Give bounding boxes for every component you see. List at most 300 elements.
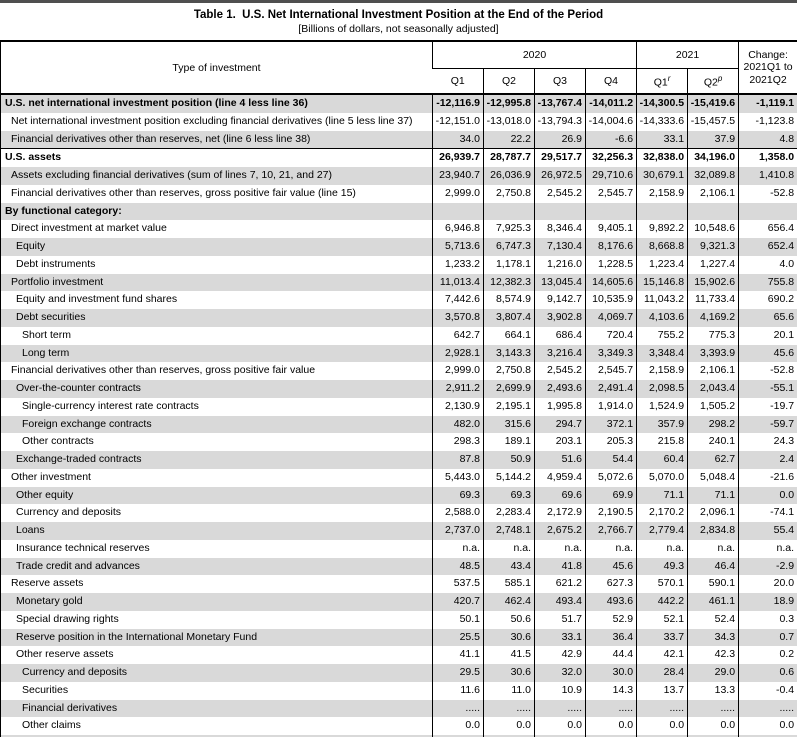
cell-2020-q3: 3,902.8 xyxy=(535,309,586,327)
table-row xyxy=(1,238,797,256)
cell-2020-q3: 294.7 xyxy=(535,416,586,434)
table-row xyxy=(1,291,797,309)
cell-2020-q4: 205.3 xyxy=(586,433,637,451)
cell-2021-q1: -14,333.6 xyxy=(637,113,688,131)
cell-2021-q2: 5,048.4 xyxy=(688,469,739,487)
top-edge-strip xyxy=(0,0,797,3)
cell-2020-q2: 43.4 xyxy=(484,558,535,576)
cell-2021-q1: 13.7 xyxy=(637,682,688,700)
table-row xyxy=(1,149,797,167)
cell-change: 0.3 xyxy=(739,611,797,629)
table-row xyxy=(1,646,797,664)
row-label: Other investment xyxy=(11,470,91,483)
cell-2021-q1: 0.0 xyxy=(637,717,688,735)
table-row xyxy=(1,185,797,203)
cell-2021-q2: 46.4 xyxy=(688,558,739,576)
cell-2020-q2: 2,748.1 xyxy=(484,522,535,540)
header-type-of-investment: Type of investment xyxy=(1,41,433,94)
cell-2020-q1: 420.7 xyxy=(433,593,484,611)
cell-change: -1,119.1 xyxy=(739,94,797,113)
row-label: U.S. assets xyxy=(1,149,433,167)
cell-2020-q1 xyxy=(433,203,484,221)
cell-2020-q2 xyxy=(484,203,535,221)
cell-2020-q4: 372.1 xyxy=(586,416,637,434)
cell-2020-q2: 664.1 xyxy=(484,327,535,345)
cell-2020-q3: 69.6 xyxy=(535,487,586,505)
cell-change: -2.9 xyxy=(739,558,797,576)
cell-2021-q2: 775.3 xyxy=(688,327,739,345)
row-label: Net international investment position excluding financial derivatives (line 5 less line 37) xyxy=(11,114,413,127)
cell-change: 1,410.8 xyxy=(739,167,797,185)
row-label: Financial derivatives xyxy=(1,700,433,718)
table-row xyxy=(1,167,797,185)
cell-2020-q3: 1,216.0 xyxy=(535,256,586,274)
cell-2020-q2: 2,195.1 xyxy=(484,398,535,416)
cell-2020-q4: 52.9 xyxy=(586,611,637,629)
row-label: Other claims xyxy=(22,719,81,732)
table-row xyxy=(1,416,797,434)
cell-2020-q3: 26,972.5 xyxy=(535,167,586,185)
cell-2021-q1: 8,668.8 xyxy=(637,238,688,256)
cell-2020-q1: ..... xyxy=(433,700,484,718)
cell-2020-q1: 2,588.0 xyxy=(433,504,484,522)
table-row xyxy=(1,113,797,131)
cell-2020-q1: 537.5 xyxy=(433,575,484,593)
cell-2020-q1: 1,233.2 xyxy=(433,256,484,274)
cell-2021-q2: 590.1 xyxy=(688,575,739,593)
cell-2021-q2: 71.1 xyxy=(688,487,739,505)
cell-2020-q1: 50.1 xyxy=(433,611,484,629)
cell-2021-q1: 15,146.8 xyxy=(637,274,688,292)
row-label: Loans xyxy=(1,522,433,540)
row-label: Reserve position in the International Monetary Fund xyxy=(1,629,433,647)
cell-2020-q4: 69.9 xyxy=(586,487,637,505)
cell-2020-q1: -12,151.0 xyxy=(433,113,484,131)
table-row xyxy=(1,700,797,718)
cell-2020-q2: 585.1 xyxy=(484,575,535,593)
table-title: Table 1. U.S. Net International Investment Position at the End of the Period xyxy=(193,9,604,21)
cell-2020-q2: 30.6 xyxy=(484,629,535,647)
cell-2020-q2: 3,807.4 xyxy=(484,309,535,327)
cell-2020-q2: 11.0 xyxy=(484,682,535,700)
row-label: Exchange-traded contracts xyxy=(1,451,433,469)
cell-2021-q1: 52.1 xyxy=(637,611,688,629)
cell-2020-q1: 25.5 xyxy=(433,629,484,647)
cell-2020-q3: 8,346.4 xyxy=(535,220,586,238)
cell-2021-q2: 2,834.8 xyxy=(688,522,739,540)
cell-2020-q3: 2,172.9 xyxy=(535,504,586,522)
cell-2020-q4: -14,011.2 xyxy=(586,94,637,113)
cell-2020-q3: 1,995.8 xyxy=(535,398,586,416)
cell-2020-q3: 32.0 xyxy=(535,664,586,682)
header-2020-q1: Q1 xyxy=(433,68,484,94)
cell-change: 0.7 xyxy=(739,629,797,647)
table-row xyxy=(1,717,797,735)
cell-2020-q4: 1,914.0 xyxy=(586,398,637,416)
table-row xyxy=(1,131,797,149)
cell-2021-q2: 1,227.4 xyxy=(688,256,739,274)
cell-2020-q4: ..... xyxy=(586,700,637,718)
row-label: Financial derivatives other than reserves, gross positive fair value xyxy=(11,364,316,377)
cell-2020-q1: n.a. xyxy=(433,540,484,558)
cell-2020-q2: 28,787.7 xyxy=(484,149,535,167)
cell-2021-q2: 2,106.1 xyxy=(688,362,739,380)
row-label: Currency and deposits xyxy=(1,664,433,682)
table-row xyxy=(1,522,797,540)
cell-change: 0.2 xyxy=(739,646,797,664)
cell-2021-q1: 2,158.9 xyxy=(637,185,688,203)
cell-change: 55.4 xyxy=(739,522,797,540)
cell-2020-q4: 5,072.6 xyxy=(586,469,637,487)
cell-2020-q4: 32,256.3 xyxy=(586,149,637,167)
cell-2020-q1: 3,570.8 xyxy=(433,309,484,327)
row-label: Debt securities xyxy=(1,309,433,327)
cell-2020-q3: 42.9 xyxy=(535,646,586,664)
cell-2020-q3: 2,675.2 xyxy=(535,522,586,540)
cell-2021-q1: 60.4 xyxy=(637,451,688,469)
cell-change: 690.2 xyxy=(739,291,797,309)
cell-2020-q3: 2,545.2 xyxy=(535,185,586,203)
cell-2020-q2: 189.1 xyxy=(484,433,535,451)
cell-change: -19.7 xyxy=(739,398,797,416)
cell-2020-q4: 2,190.5 xyxy=(586,504,637,522)
cell-2020-q4: 2,491.4 xyxy=(586,380,637,398)
cell-2021-q2: 240.1 xyxy=(688,433,739,451)
cell-2020-q4: 29,710.6 xyxy=(586,167,637,185)
cell-2021-q1: 4,103.6 xyxy=(637,309,688,327)
cell-2020-q1: 482.0 xyxy=(433,416,484,434)
cell-2020-q3: 7,130.4 xyxy=(535,238,586,256)
cell-2021-q1: -14,300.5 xyxy=(637,94,688,113)
cell-2020-q4: 2,545.7 xyxy=(586,362,637,380)
cell-2020-q4: -6.6 xyxy=(586,131,637,149)
cell-2021-q2: 2,043.4 xyxy=(688,380,739,398)
cell-2021-q1: 442.2 xyxy=(637,593,688,611)
cell-change: 0.0 xyxy=(739,487,797,505)
cell-2021-q2: 10,548.6 xyxy=(688,220,739,238)
cell-2020-q2: 7,925.3 xyxy=(484,220,535,238)
cell-2021-q2: -15,419.6 xyxy=(688,94,739,113)
table-row xyxy=(1,220,797,238)
cell-2020-q1: 2,999.0 xyxy=(433,185,484,203)
row-label: Over-the-counter contracts xyxy=(1,380,433,398)
cell-2021-q1: 49.3 xyxy=(637,558,688,576)
cell-2021-q2: 52.4 xyxy=(688,611,739,629)
cell-2020-q2: 315.6 xyxy=(484,416,535,434)
cell-2020-q4: 627.3 xyxy=(586,575,637,593)
cell-2021-q1: 33.7 xyxy=(637,629,688,647)
table-row xyxy=(1,256,797,274)
cell-2020-q4: 2,766.7 xyxy=(586,522,637,540)
cell-2020-q1: 41.1 xyxy=(433,646,484,664)
cell-2020-q2: n.a. xyxy=(484,540,535,558)
cell-change: 0.6 xyxy=(739,664,797,682)
row-label: Other equity xyxy=(1,487,433,505)
table-row xyxy=(1,487,797,505)
cell-2020-q1: 5,443.0 xyxy=(433,469,484,487)
cell-2020-q1: 0.0 xyxy=(433,717,484,735)
cell-2020-q1: 7,442.6 xyxy=(433,291,484,309)
table-row xyxy=(1,433,797,451)
cell-2021-q1: 570.1 xyxy=(637,575,688,593)
cell-2020-q4: 36.4 xyxy=(586,629,637,647)
cell-2020-q4: 720.4 xyxy=(586,327,637,345)
cell-2020-q4: 0.0 xyxy=(586,717,637,735)
preliminary-superscript: p xyxy=(717,73,723,83)
table-row xyxy=(1,469,797,487)
header-2021-q2 xyxy=(688,68,739,94)
cell-change: -74.1 xyxy=(739,504,797,522)
cell-2020-q2: 69.3 xyxy=(484,487,535,505)
cell-2021-q1: 3,348.4 xyxy=(637,345,688,363)
cell-2021-q2: 34,196.0 xyxy=(688,149,739,167)
cell-2021-q2: 13.3 xyxy=(688,682,739,700)
cell-2021-q1: 2,098.5 xyxy=(637,380,688,398)
cell-2020-q4: 2,545.7 xyxy=(586,185,637,203)
header-2021-q2-label: Q2 xyxy=(703,76,718,88)
cell-2020-q2: 8,574.9 xyxy=(484,291,535,309)
header-year-2021: 2021 xyxy=(637,41,739,68)
row-label: Monetary gold xyxy=(1,593,433,611)
cell-2020-q2: -13,018.0 xyxy=(484,113,535,131)
cell-change: 4.8 xyxy=(739,131,797,149)
row-label: Financial derivatives other than reserves, net (line 6 less line 38) xyxy=(1,131,433,149)
cell-2020-q2: 2,283.4 xyxy=(484,504,535,522)
table-row xyxy=(1,682,797,700)
cell-2021-q2 xyxy=(688,203,739,221)
cell-2020-q3: 2,545.2 xyxy=(535,362,586,380)
cell-2020-q3: 203.1 xyxy=(535,433,586,451)
cell-2020-q2: 22.2 xyxy=(484,131,535,149)
row-label: Insurance technical reserves xyxy=(16,541,150,554)
cell-2020-q2: -12,995.8 xyxy=(484,94,535,113)
table-row xyxy=(1,558,797,576)
cell-2020-q1: 69.3 xyxy=(433,487,484,505)
row-label: Debt instruments xyxy=(16,257,96,270)
cell-2020-q4: 30.0 xyxy=(586,664,637,682)
cell-2020-q2: 2,699.9 xyxy=(484,380,535,398)
cell-2020-q2: 3,143.3 xyxy=(484,345,535,363)
header-change xyxy=(739,41,797,94)
cell-2020-q2: 6,747.3 xyxy=(484,238,535,256)
cell-2021-q1: ..... xyxy=(637,700,688,718)
cell-2020-q3: n.a. xyxy=(535,540,586,558)
cell-2020-q4: -14,004.6 xyxy=(586,113,637,131)
cell-2021-q1: 1,223.4 xyxy=(637,256,688,274)
cell-2021-q2: 2,096.1 xyxy=(688,504,739,522)
cell-2020-q1: 11.6 xyxy=(433,682,484,700)
table-row xyxy=(1,362,797,380)
cell-2021-q1: 28.4 xyxy=(637,664,688,682)
cell-2021-q2: 2,106.1 xyxy=(688,185,739,203)
cell-2020-q3: -13,794.3 xyxy=(535,113,586,131)
cell-2020-q4: 9,405.1 xyxy=(586,220,637,238)
cell-2020-q1: 6,946.8 xyxy=(433,220,484,238)
cell-2020-q4: 4,069.7 xyxy=(586,309,637,327)
cell-2020-q1: 11,013.4 xyxy=(433,274,484,292)
row-label: Long term xyxy=(1,345,433,363)
cell-2020-q3: 41.8 xyxy=(535,558,586,576)
cell-2020-q4: 44.4 xyxy=(586,646,637,664)
cell-2021-q2: 11,733.4 xyxy=(688,291,739,309)
header-2021-q1 xyxy=(637,68,688,94)
table-row xyxy=(1,94,797,113)
cell-2021-q1: n.a. xyxy=(637,540,688,558)
cell-change: 18.9 xyxy=(739,593,797,611)
cell-2020-q2: 50.6 xyxy=(484,611,535,629)
cell-2021-q1: 2,170.2 xyxy=(637,504,688,522)
cell-2020-q3: 9,142.7 xyxy=(535,291,586,309)
cell-2020-q3: -13,767.4 xyxy=(535,94,586,113)
cell-2020-q4: 10,535.9 xyxy=(586,291,637,309)
cell-2021-q2: 15,902.6 xyxy=(688,274,739,292)
table-row xyxy=(1,203,797,221)
cell-2020-q3: 13,045.4 xyxy=(535,274,586,292)
cell-change: 45.6 xyxy=(739,345,797,363)
header-year-2020: 2020 xyxy=(433,41,637,68)
cell-2020-q2: ..... xyxy=(484,700,535,718)
cell-2020-q1: 298.3 xyxy=(433,433,484,451)
cell-change: -52.8 xyxy=(739,362,797,380)
header-change-line-1: Change: xyxy=(748,48,788,61)
cell-2021-q1: 2,158.9 xyxy=(637,362,688,380)
table-row xyxy=(1,540,797,558)
cell-change: -1,123.8 xyxy=(739,113,797,131)
cell-change: -21.6 xyxy=(739,469,797,487)
cell-2021-q1 xyxy=(637,203,688,221)
cell-2020-q3: 3,216.4 xyxy=(535,345,586,363)
cell-2021-q2: 62.7 xyxy=(688,451,739,469)
cell-2020-q4 xyxy=(586,203,637,221)
cell-change: 65.6 xyxy=(739,309,797,327)
cell-2021-q2: 34.3 xyxy=(688,629,739,647)
cell-2021-q2: 461.1 xyxy=(688,593,739,611)
cell-2021-q2: n.a. xyxy=(688,540,739,558)
cell-2020-q3: 686.4 xyxy=(535,327,586,345)
investment-table xyxy=(0,40,797,737)
cell-2020-q4: 45.6 xyxy=(586,558,637,576)
row-label: Securities xyxy=(22,683,69,696)
cell-2021-q1: 32,838.0 xyxy=(637,149,688,167)
cell-2020-q2: 12,382.3 xyxy=(484,274,535,292)
cell-2021-q1: 5,070.0 xyxy=(637,469,688,487)
row-label: Special drawing rights xyxy=(16,612,119,625)
cell-2021-q1: 755.2 xyxy=(637,327,688,345)
cell-2020-q3: 10.9 xyxy=(535,682,586,700)
row-label: Financial derivatives other than reserves, gross positive fair value (line 15) xyxy=(11,186,356,199)
cell-2020-q4: 493.6 xyxy=(586,593,637,611)
cell-2020-q4: 14.3 xyxy=(586,682,637,700)
cell-change: 0.0 xyxy=(739,717,797,735)
row-label: Assets excluding financial derivatives (sum of lines 7, 10, 21, and 27) xyxy=(1,167,433,185)
cell-2020-q1: 34.0 xyxy=(433,131,484,149)
cell-2021-q1: 71.1 xyxy=(637,487,688,505)
cell-2021-q1: 357.9 xyxy=(637,416,688,434)
header-2020-q3: Q3 xyxy=(535,68,586,94)
cell-2020-q1: 48.5 xyxy=(433,558,484,576)
revised-superscript: r xyxy=(667,73,671,83)
row-label: Other reserve assets xyxy=(16,648,114,661)
row-label: Direct investment at market value xyxy=(11,222,167,235)
row-label: Portfolio investment xyxy=(1,274,433,292)
cell-2020-q3 xyxy=(535,203,586,221)
cell-2020-q1: 2,911.2 xyxy=(433,380,484,398)
cell-change: -55.1 xyxy=(739,380,797,398)
cell-2020-q1: -12,116.9 xyxy=(433,94,484,113)
cell-2020-q2: 2,750.8 xyxy=(484,362,535,380)
header-2020-q2: Q2 xyxy=(484,68,535,94)
table-row xyxy=(1,593,797,611)
row-label: Trade credit and advances xyxy=(1,558,433,576)
cell-change: 20.1 xyxy=(739,327,797,345)
cell-2021-q2: 9,321.3 xyxy=(688,238,739,256)
cell-2020-q4: 14,605.6 xyxy=(586,274,637,292)
cell-2020-q4: 1,228.5 xyxy=(586,256,637,274)
row-label: Other contracts xyxy=(22,435,94,448)
cell-2020-q3: 2,493.6 xyxy=(535,380,586,398)
cell-2020-q1: 2,928.1 xyxy=(433,345,484,363)
row-label: Currency and deposits xyxy=(16,506,122,519)
cell-change: n.a. xyxy=(739,540,797,558)
table-row xyxy=(1,575,797,593)
row-label: U.S. net international investment position (line 4 less line 36) xyxy=(1,94,433,113)
cell-2020-q4: n.a. xyxy=(586,540,637,558)
table-row xyxy=(1,398,797,416)
cell-2021-q2: ..... xyxy=(688,700,739,718)
cell-2020-q3: 51.6 xyxy=(535,451,586,469)
cell-2020-q2: 1,178.1 xyxy=(484,256,535,274)
cell-2020-q2: 50.9 xyxy=(484,451,535,469)
row-label: Single-currency interest rate contracts xyxy=(22,399,199,412)
cell-2020-q1: 5,713.6 xyxy=(433,238,484,256)
cell-2021-q2: 37.9 xyxy=(688,131,739,149)
cell-change: 656.4 xyxy=(739,220,797,238)
table-row xyxy=(1,309,797,327)
cell-2020-q1: 2,737.0 xyxy=(433,522,484,540)
cell-2020-q4: 3,349.3 xyxy=(586,345,637,363)
cell-change: 1,358.0 xyxy=(739,149,797,167)
cell-change: 755.8 xyxy=(739,274,797,292)
cell-2020-q3: ..... xyxy=(535,700,586,718)
cell-2020-q1: 29.5 xyxy=(433,664,484,682)
cell-2020-q1: 23,940.7 xyxy=(433,167,484,185)
row-label: Equity and investment fund shares xyxy=(16,293,178,306)
cell-2021-q2: 298.2 xyxy=(688,416,739,434)
cell-2020-q2: 41.5 xyxy=(484,646,535,664)
table-subtitle: [Billions of dollars, not seasonally adjusted] xyxy=(298,23,499,35)
row-label: Equity xyxy=(1,238,433,256)
cell-2021-q1: 42.1 xyxy=(637,646,688,664)
table-row xyxy=(1,345,797,363)
cell-2020-q2: 5,144.2 xyxy=(484,469,535,487)
cell-2020-q3: 0.0 xyxy=(535,717,586,735)
cell-2021-q2: 42.3 xyxy=(688,646,739,664)
cell-2020-q2: 26,036.9 xyxy=(484,167,535,185)
cell-2020-q3: 4,959.4 xyxy=(535,469,586,487)
cell-2021-q2: 32,089.8 xyxy=(688,167,739,185)
cell-2020-q3: 493.4 xyxy=(535,593,586,611)
cell-2021-q2: 1,505.2 xyxy=(688,398,739,416)
cell-2021-q1: 215.8 xyxy=(637,433,688,451)
cell-2021-q1: 9,892.2 xyxy=(637,220,688,238)
cell-2021-q1: 2,779.4 xyxy=(637,522,688,540)
cell-2021-q1: 30,679.1 xyxy=(637,167,688,185)
cell-change xyxy=(739,203,797,221)
table-body xyxy=(1,94,797,737)
cell-2020-q3: 33.1 xyxy=(535,629,586,647)
cell-change: 652.4 xyxy=(739,238,797,256)
row-label: Short term xyxy=(22,328,72,341)
